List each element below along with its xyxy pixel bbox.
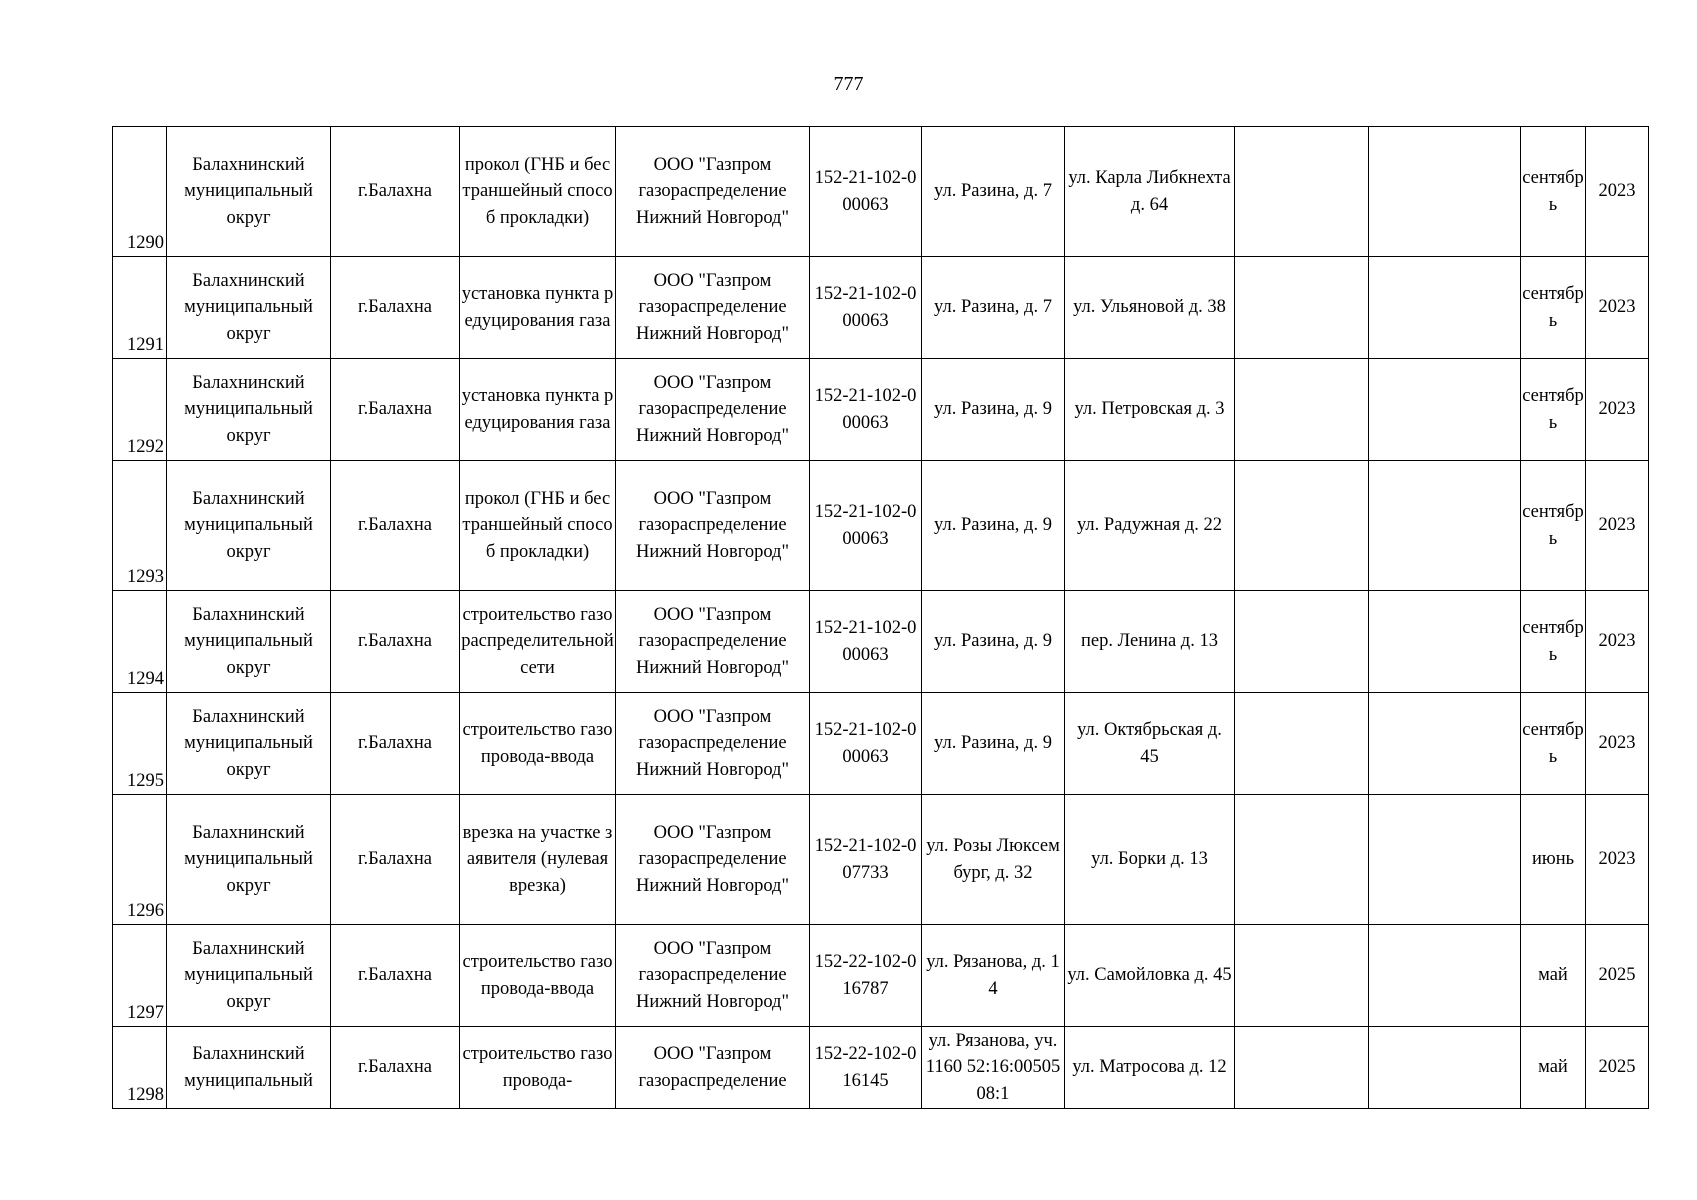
work-type-cell: прокол (ГНБ и бестраншейный способ прокладки) xyxy=(460,461,616,591)
row-number: 1290 xyxy=(113,127,167,257)
month-cell: июнь xyxy=(1521,795,1586,925)
district-cell: Балахнинский муниципальный округ xyxy=(167,925,331,1027)
city-cell: г.Балахна xyxy=(331,127,460,257)
empty-cell-10 xyxy=(1369,127,1521,257)
work-type-cell: врезка на участке заявителя (нулевая врезка) xyxy=(460,795,616,925)
table-row xyxy=(113,461,1649,591)
table-row xyxy=(113,591,1649,693)
year-cell: 2023 xyxy=(1586,257,1649,359)
city-cell: г.Балахна xyxy=(331,591,460,693)
empty-cell-10 xyxy=(1369,591,1521,693)
city-cell: г.Балахна xyxy=(331,925,460,1027)
city-cell: г.Балахна xyxy=(331,359,460,461)
district-cell: Балахнинский муниципальный округ xyxy=(167,693,331,795)
from-address-cell: ул. Розы Люксембург, д. 32 xyxy=(922,795,1065,925)
code-cell: 152-22-102-016787 xyxy=(810,925,922,1027)
row-number: 1297 xyxy=(113,925,167,1027)
year-cell: 2025 xyxy=(1586,1027,1649,1109)
month-cell: май xyxy=(1521,1027,1586,1109)
district-cell: Балахнинский муниципальный xyxy=(167,1027,331,1109)
city-cell: г.Балахна xyxy=(331,461,460,591)
work-type-cell: строительство газораспределительной сети xyxy=(460,591,616,693)
organization-cell: ООО "Газпром газораспределение Нижний Новгород" xyxy=(616,795,810,925)
empty-cell-10 xyxy=(1369,257,1521,359)
city-cell: г.Балахна xyxy=(331,257,460,359)
row-number: 1298 xyxy=(113,1027,167,1109)
month-cell: сентябрь xyxy=(1521,127,1586,257)
month-cell: сентябрь xyxy=(1521,461,1586,591)
empty-cell-9 xyxy=(1235,461,1369,591)
to-address-cell: ул. Петровская д. 3 xyxy=(1065,359,1235,461)
empty-cell-10 xyxy=(1369,795,1521,925)
empty-cell-9 xyxy=(1235,257,1369,359)
to-address-cell: пер. Ленина д. 13 xyxy=(1065,591,1235,693)
to-address-cell: ул. Радужная д. 22 xyxy=(1065,461,1235,591)
row-number: 1294 xyxy=(113,591,167,693)
city-cell: г.Балахна xyxy=(331,1027,460,1109)
organization-cell: ООО "Газпром газораспределение Нижний Новгород" xyxy=(616,461,810,591)
to-address-cell: ул. Октябрьская д. 45 xyxy=(1065,693,1235,795)
empty-cell-9 xyxy=(1235,693,1369,795)
page-number: 777 xyxy=(833,73,864,95)
to-address-cell: ул. Борки д. 13 xyxy=(1065,795,1235,925)
empty-cell-9 xyxy=(1235,1027,1369,1109)
district-cell: Балахнинский муниципальный округ xyxy=(167,795,331,925)
row-number: 1295 xyxy=(113,693,167,795)
work-type-cell: прокол (ГНБ и бестраншейный способ прокладки) xyxy=(460,127,616,257)
empty-cell-9 xyxy=(1235,795,1369,925)
year-cell: 2023 xyxy=(1586,461,1649,591)
row-number: 1292 xyxy=(113,359,167,461)
to-address-cell: ул. Ульяновой д. 38 xyxy=(1065,257,1235,359)
to-address-cell: ул. Самойловка д. 45 xyxy=(1065,925,1235,1027)
row-number: 1293 xyxy=(113,461,167,591)
empty-cell-10 xyxy=(1369,1027,1521,1109)
table-row xyxy=(113,359,1649,461)
table-row xyxy=(113,795,1649,925)
to-address-cell: ул. Матросова д. 12 xyxy=(1065,1027,1235,1109)
empty-cell-9 xyxy=(1235,127,1369,257)
to-address-cell: ул. Карла Либкнехта д. 64 xyxy=(1065,127,1235,257)
work-type-cell: строительство газопровода- xyxy=(460,1027,616,1109)
district-cell: Балахнинский муниципальный округ xyxy=(167,461,331,591)
table-body xyxy=(113,127,1649,1109)
row-number: 1296 xyxy=(113,795,167,925)
work-type-cell: установка пункта редуцирования газа xyxy=(460,359,616,461)
table-row xyxy=(113,257,1649,359)
code-cell: 152-21-102-000063 xyxy=(810,257,922,359)
code-cell: 152-22-102-016145 xyxy=(810,1027,922,1109)
code-cell: 152-21-102-000063 xyxy=(810,127,922,257)
empty-cell-9 xyxy=(1235,925,1369,1027)
organization-cell: ООО "Газпром газораспределение Нижний Новгород" xyxy=(616,925,810,1027)
from-address-cell: ул. Разина, д. 9 xyxy=(922,359,1065,461)
code-cell: 152-21-102-000063 xyxy=(810,359,922,461)
table-row xyxy=(113,1027,1649,1109)
from-address-cell: ул. Рязанова, д. 14 xyxy=(922,925,1065,1027)
year-cell: 2023 xyxy=(1586,359,1649,461)
organization-cell: ООО "Газпром газораспределение Нижний Новгород" xyxy=(616,693,810,795)
table-row xyxy=(113,925,1649,1027)
organization-cell: ООО "Газпром газораспределение Нижний Новгород" xyxy=(616,127,810,257)
from-address-cell: ул. Разина, д. 7 xyxy=(922,257,1065,359)
from-address-cell: ул. Рязанова, уч. 1160 52:16:0050508:1 xyxy=(922,1027,1065,1109)
month-cell: май xyxy=(1521,925,1586,1027)
year-cell: 2023 xyxy=(1586,795,1649,925)
empty-cell-10 xyxy=(1369,925,1521,1027)
month-cell: сентябрь xyxy=(1521,257,1586,359)
empty-cell-10 xyxy=(1369,461,1521,591)
work-type-cell: установка пункта редуцирования газа xyxy=(460,257,616,359)
organization-cell: ООО "Газпром газораспределение xyxy=(616,1027,810,1109)
year-cell: 2023 xyxy=(1586,693,1649,795)
district-cell: Балахнинский муниципальный округ xyxy=(167,257,331,359)
city-cell: г.Балахна xyxy=(331,795,460,925)
code-cell: 152-21-102-000063 xyxy=(810,591,922,693)
month-cell: сентябрь xyxy=(1521,591,1586,693)
gas-works-table xyxy=(112,126,1649,1109)
empty-cell-10 xyxy=(1369,693,1521,795)
code-cell: 152-21-102-000063 xyxy=(810,461,922,591)
code-cell: 152-21-102-007733 xyxy=(810,795,922,925)
district-cell: Балахнинский муниципальный округ xyxy=(167,359,331,461)
work-type-cell: строительство газопровода-ввода xyxy=(460,925,616,1027)
month-cell: сентябрь xyxy=(1521,359,1586,461)
city-cell: г.Балахна xyxy=(331,693,460,795)
from-address-cell: ул. Разина, д. 7 xyxy=(922,127,1065,257)
from-address-cell: ул. Разина, д. 9 xyxy=(922,693,1065,795)
year-cell: 2025 xyxy=(1586,925,1649,1027)
organization-cell: ООО "Газпром газораспределение Нижний Новгород" xyxy=(616,359,810,461)
empty-cell-10 xyxy=(1369,359,1521,461)
district-cell: Балахнинский муниципальный округ xyxy=(167,127,331,257)
year-cell: 2023 xyxy=(1586,591,1649,693)
month-cell: сентябрь xyxy=(1521,693,1586,795)
empty-cell-9 xyxy=(1235,591,1369,693)
organization-cell: ООО "Газпром газораспределение Нижний Новгород" xyxy=(616,257,810,359)
table-row xyxy=(113,693,1649,795)
organization-cell: ООО "Газпром газораспределение Нижний Новгород" xyxy=(616,591,810,693)
code-cell: 152-21-102-000063 xyxy=(810,693,922,795)
from-address-cell: ул. Разина, д. 9 xyxy=(922,591,1065,693)
table-row xyxy=(113,127,1649,257)
year-cell: 2023 xyxy=(1586,127,1649,257)
empty-cell-9 xyxy=(1235,359,1369,461)
row-number: 1291 xyxy=(113,257,167,359)
district-cell: Балахнинский муниципальный округ xyxy=(167,591,331,693)
work-type-cell: строительство газопровода-ввода xyxy=(460,693,616,795)
from-address-cell: ул. Разина, д. 9 xyxy=(922,461,1065,591)
